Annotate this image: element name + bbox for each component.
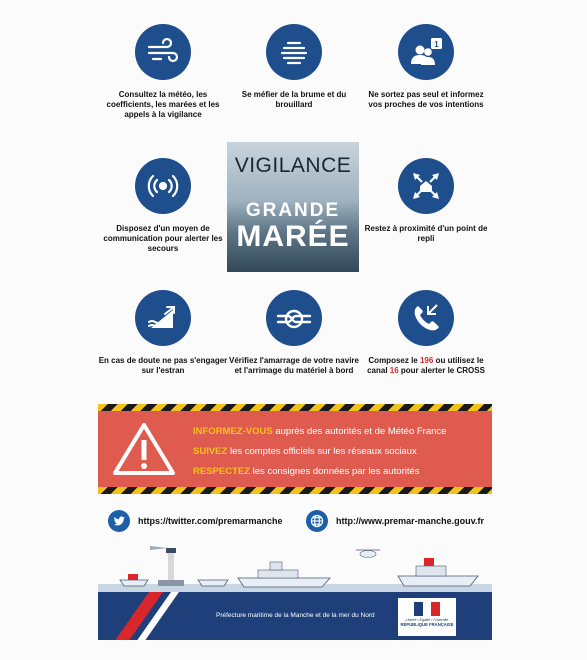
republique-francaise-label: RÉPUBLIQUE FRANÇAISE [400, 622, 454, 627]
twitter-link[interactable] [108, 510, 283, 532]
warning-icon [112, 422, 176, 476]
tip-text: Composez le [368, 356, 420, 365]
tip-estran [98, 290, 228, 376]
people-notification-icon [398, 24, 454, 80]
tip-text: Consultez la météo, les coefficients, les marées et les appels à la vigilance [106, 90, 220, 119]
prefecture-label: Préfecture maritime de la Manche et de la mer du Nord [216, 612, 375, 619]
banner-line-suivez: SUIVEZ les comptes officiels sur les réseaux sociaux [193, 446, 417, 457]
tip-label [361, 90, 491, 110]
highlight-number: 16 [389, 366, 399, 375]
knot-icon [266, 290, 322, 346]
rising-tide-icon [135, 290, 191, 346]
website-link[interactable] [306, 510, 484, 532]
website-url: http://www.premar-manche.gouv.fr [336, 516, 485, 526]
maree-title: MARÉE [236, 220, 350, 253]
globe-icon [306, 510, 328, 532]
vigilance-title: VIGILANCE [234, 154, 352, 177]
tip-label [361, 224, 491, 244]
vigilance-grande-maree-panel [227, 142, 359, 272]
wind-icon [135, 24, 191, 80]
republique-francaise-logo [398, 598, 456, 636]
ships-illustration-icon [98, 540, 492, 592]
twitter-icon [108, 510, 130, 532]
twitter-url: https://twitter.com/premarmanche [138, 516, 283, 526]
highlight-number: 196 [419, 356, 434, 365]
tip-meteo [98, 24, 228, 120]
radio-signal-icon [135, 158, 191, 214]
phone-icon [398, 290, 454, 346]
warning-banner [98, 404, 492, 494]
tip-label [98, 356, 228, 376]
grande-title: GRANDE [245, 200, 341, 221]
tip-brume [229, 24, 359, 110]
tip-text: Se méfier de la brume et du brouillard [241, 90, 347, 109]
notification-badge: 1 [434, 40, 439, 49]
french-flag-icon [414, 602, 440, 616]
republic-motto: Liberté • Égalité • Fraternité [405, 618, 449, 622]
tip-text: Disposez d'un moyen de communication pour alerter les secours [103, 224, 223, 253]
hazard-stripe [98, 487, 492, 494]
tip-text: Ne sortez pas seul et informez vos proches de vos intentions [368, 90, 484, 109]
tip-label [98, 224, 228, 254]
tip-text: Vérifiez l'amarrage de votre navire et l'arrimage du matériel à bord [229, 356, 359, 375]
tip-label [98, 90, 228, 120]
tip-seul [361, 24, 491, 110]
fog-icon [266, 24, 322, 80]
banner-line-respectez: RESPECTEZ les consignes données par les autorités [193, 466, 420, 477]
banner-line-informez: INFORMEZ-VOUS auprès des autorités et de Météo France [193, 426, 447, 437]
tip-text: En cas de doute ne pas s'engager sur l'estran [98, 356, 228, 375]
tip-communication [98, 158, 228, 254]
tip-amarrage [229, 290, 359, 376]
footer-band [98, 592, 492, 640]
tip-repli [361, 158, 491, 244]
hazard-stripe [98, 404, 492, 411]
tip-label [229, 356, 359, 376]
tip-label [229, 90, 359, 110]
tip-cross [361, 290, 491, 376]
footer-strip [98, 540, 492, 640]
home-arrows-icon [398, 158, 454, 214]
tip-text: pour alerter le CROSS [398, 366, 485, 375]
tip-text: Restez à proximité d'un point de repli [364, 224, 488, 243]
tip-label [361, 356, 491, 376]
tip-text: ou utilisez le canal [367, 356, 484, 375]
